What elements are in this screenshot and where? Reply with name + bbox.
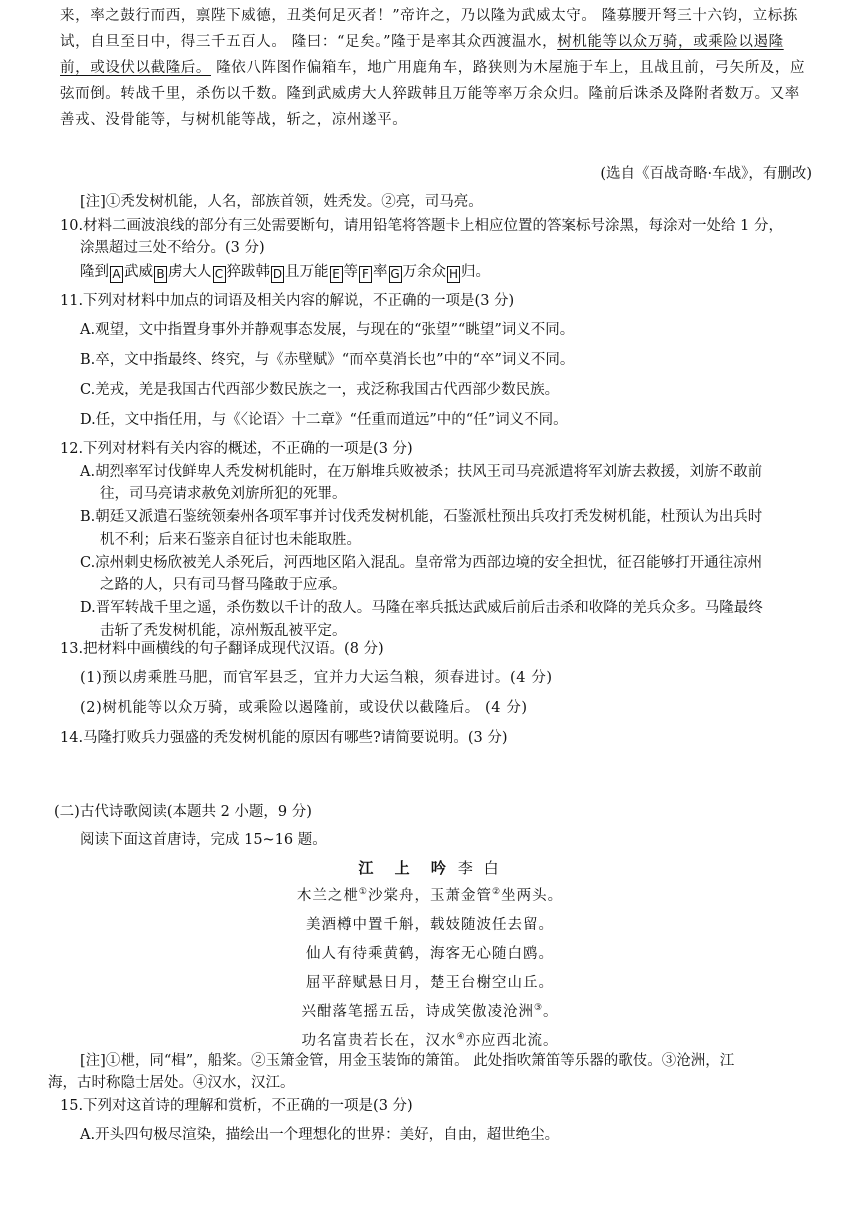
seq-text: 且万能: [285, 264, 329, 280]
passage-line-4: [60, 81, 812, 107]
seq-text: 归。: [461, 264, 490, 280]
question-12-option-d-cont: 击斩了秃发树机能，凉州叛乱被平定。: [100, 623, 347, 639]
seq-text: 率: [373, 264, 388, 280]
question-12-option-c: C.凉州刺史杨欣被羌人杀死后，河西地区陷入混乱。皇帝常为西部边境的安全担忧，征召能够打开通往凉州: [80, 555, 763, 571]
seq-text: 武威: [124, 264, 153, 280]
passage-text: 隆依八阵图作偏箱车，地广用鹿角车，路狭则为木屋施于车上，且战且前，弓矢所及，应: [211, 60, 806, 76]
question-13-sentence-1: (1)预以虏乘胜马肥，而官军县乏，宜并力大运刍粮，须春进讨。(4 分): [80, 670, 553, 686]
poem-line-4: 屈平辞赋悬日月，楚王台榭空山丘。: [306, 975, 554, 991]
poem-author: 李 白: [457, 859, 502, 877]
answer-box-a[interactable]: A: [110, 266, 123, 283]
poem-line-5: 兴酣落笔摇五岳，诗成笑傲凌沧洲③。: [301, 1003, 559, 1020]
question-12-option-a-cont: 往，司马亮请求赦免刘旂所犯的死罪。: [100, 486, 347, 502]
question-12-option-a: A.胡烈率军讨伐鲜卑人秃发树机能时，在万斛堆兵败被杀；扶风王司马亮派遣将军刘旂去救援，刘旂不敢前: [80, 464, 763, 480]
question-11-stem: 11.下列对材料中加点的词语及相关内容的解说，不正确的一项是(3 分): [60, 293, 515, 309]
poem-title-block: [0, 857, 860, 878]
passage-note: [注]①秃发树机能，人名，部族首领，姓秃发。②亮，司马亮。: [80, 194, 483, 210]
poem-line-2: 美酒樽中置千斛，载妓随波任去留。: [306, 917, 554, 933]
question-13-sentence-2: (2)树机能等以众万骑，或乘险以遏隆前，或设伏以截隆后。 (4 分): [80, 700, 528, 716]
question-15-stem: 15.下列对这首诗的理解和赏析，不正确的一项是(3 分): [60, 1098, 413, 1114]
question-11-option-c: C.羌戎，羌是我国古代西部少数民族之一，戎泛称我国古代西部少数民族。: [80, 382, 560, 398]
underlined-sentence: 树机能等以众万骑，或乘险以遏隆: [557, 34, 784, 50]
question-10-sequence: [60, 260, 812, 284]
passage-text: 来，率之鼓行而西，禀陛下威德，丑类何足灭者！”帝许之，乃以隆为武威太守。 隆募腰开弩三十六钧，立标拣: [60, 8, 799, 24]
passage-line-3: [60, 55, 812, 81]
section-2-intro: 阅读下面这首唐诗，完成 15~16 题。: [80, 832, 327, 848]
question-12-option-b: B.朝廷又派遣石鉴统领秦州各项军事并讨伐秃发树机能，石鉴派杜预出兵攻打秃发树机能，杜预认为出兵时: [80, 509, 763, 525]
section-2-heading: (二)古代诗歌阅读(本题共 2 小题，9 分): [54, 804, 312, 820]
poem-note-1: [注]①枻，同“楫”，船桨。②玉箫金管，用金玉装饰的箫笛。 此处指吹箫笛等乐器的歌伎。③沧洲，江: [80, 1053, 735, 1069]
passage-text: 善戎、没骨能等，与树机能等战，斩之，凉州遂平。: [60, 112, 408, 128]
passage-line-2: [60, 29, 812, 55]
question-12-option-d: D.晋军转战千里之遥，杀伤数以千计的敌人。马隆在率兵抵达武威后前后击杀和收降的羌兵众多。马隆最终: [80, 600, 763, 616]
question-15-option-a: A.开头四句极尽渲染，描绘出一个理想化的世界：美好，自由，超世绝尘。: [80, 1127, 560, 1143]
passage-text: 试，自旦至日中，得三千五百人。 隆曰：“足矣。”隆于是率其众西渡温水，: [60, 34, 558, 50]
question-11-option-d: D.任，文中指任用，与《〈论语〉十二章》“任重而道远”中的“任”词义不同。: [80, 412, 568, 428]
passage-line-1: [60, 3, 812, 29]
answer-box-g[interactable]: G: [390, 267, 400, 281]
seq-text: 万余众: [402, 264, 446, 280]
underlined-sentence: 前，或设伏以截隆后。: [60, 60, 211, 76]
passage-source: (选自《百战奇略·车战》，有删改): [600, 166, 812, 182]
seq-text: 猝跋韩: [226, 264, 270, 280]
seq-text: 等: [343, 264, 358, 280]
question-14-stem: 14.马隆打败兵力强盛的秃发树机能的原因有哪些?请简要说明。(3 分): [60, 730, 508, 746]
answer-box-d[interactable]: D: [272, 267, 283, 281]
answer-box-e[interactable]: E: [330, 266, 343, 283]
answer-box-f[interactable]: F: [359, 266, 372, 283]
question-10-stem: 10.材料二画波浪线的部分有三处需要断句，请用铅笔将答题卡上相应位置的答案标号涂黑，每涂对一处给 1 分，: [60, 218, 783, 234]
question-10-stem-cont: 涂黑超过三处不给分。(3 分): [80, 240, 265, 256]
question-11-option-b: B.卒，文中指最终、终究，与《赤壁赋》“而卒莫消长也”中的“卒”词义不同。: [80, 352, 575, 368]
answer-box-c[interactable]: C: [213, 266, 226, 283]
answer-box-b[interactable]: B: [154, 266, 167, 283]
poem-note-2: 海，古时称隐士居处。④汉水，汉江。: [48, 1075, 295, 1091]
passage-text: 弦而倒。转战千里，杀伤以千数。隆到武威虏大人猝跋韩且万能等率万余众归。隆前后诛杀及降附者数万。又率: [60, 86, 800, 102]
question-12-option-c-cont: 之路的人，只有司马督马隆敢于应承。: [100, 577, 347, 593]
poem-title: 江 上 吟: [358, 859, 454, 877]
question-12-option-b-cont: 机不利；后来石鉴亲自征讨也未能取胜。: [100, 532, 361, 548]
poem-line-3: 仙人有待乘黄鹤，海客无心随白鸥。: [306, 946, 554, 962]
answer-box-h[interactable]: H: [448, 267, 459, 281]
question-13-stem: 13.把材料中画横线的句子翻译成现代汉语。(8 分): [60, 641, 384, 657]
seq-text: 虏大人: [168, 264, 212, 280]
question-12-stem: 12.下列对材料有关内容的概述，不正确的一项是(3 分): [60, 441, 413, 457]
poem-line-6: 功名富贵若长在，汉水④亦应西北流。: [301, 1032, 559, 1049]
poem-line-1: 木兰之枻①沙棠舟，玉萧金管②坐两头。: [296, 887, 564, 904]
question-11-option-a: A.观望，文中指置身事外并静观事态发展，与现在的“张望”“眺望”词义不同。: [80, 322, 575, 338]
seq-text: 隆到: [80, 264, 109, 280]
passage-line-5: [60, 107, 812, 133]
